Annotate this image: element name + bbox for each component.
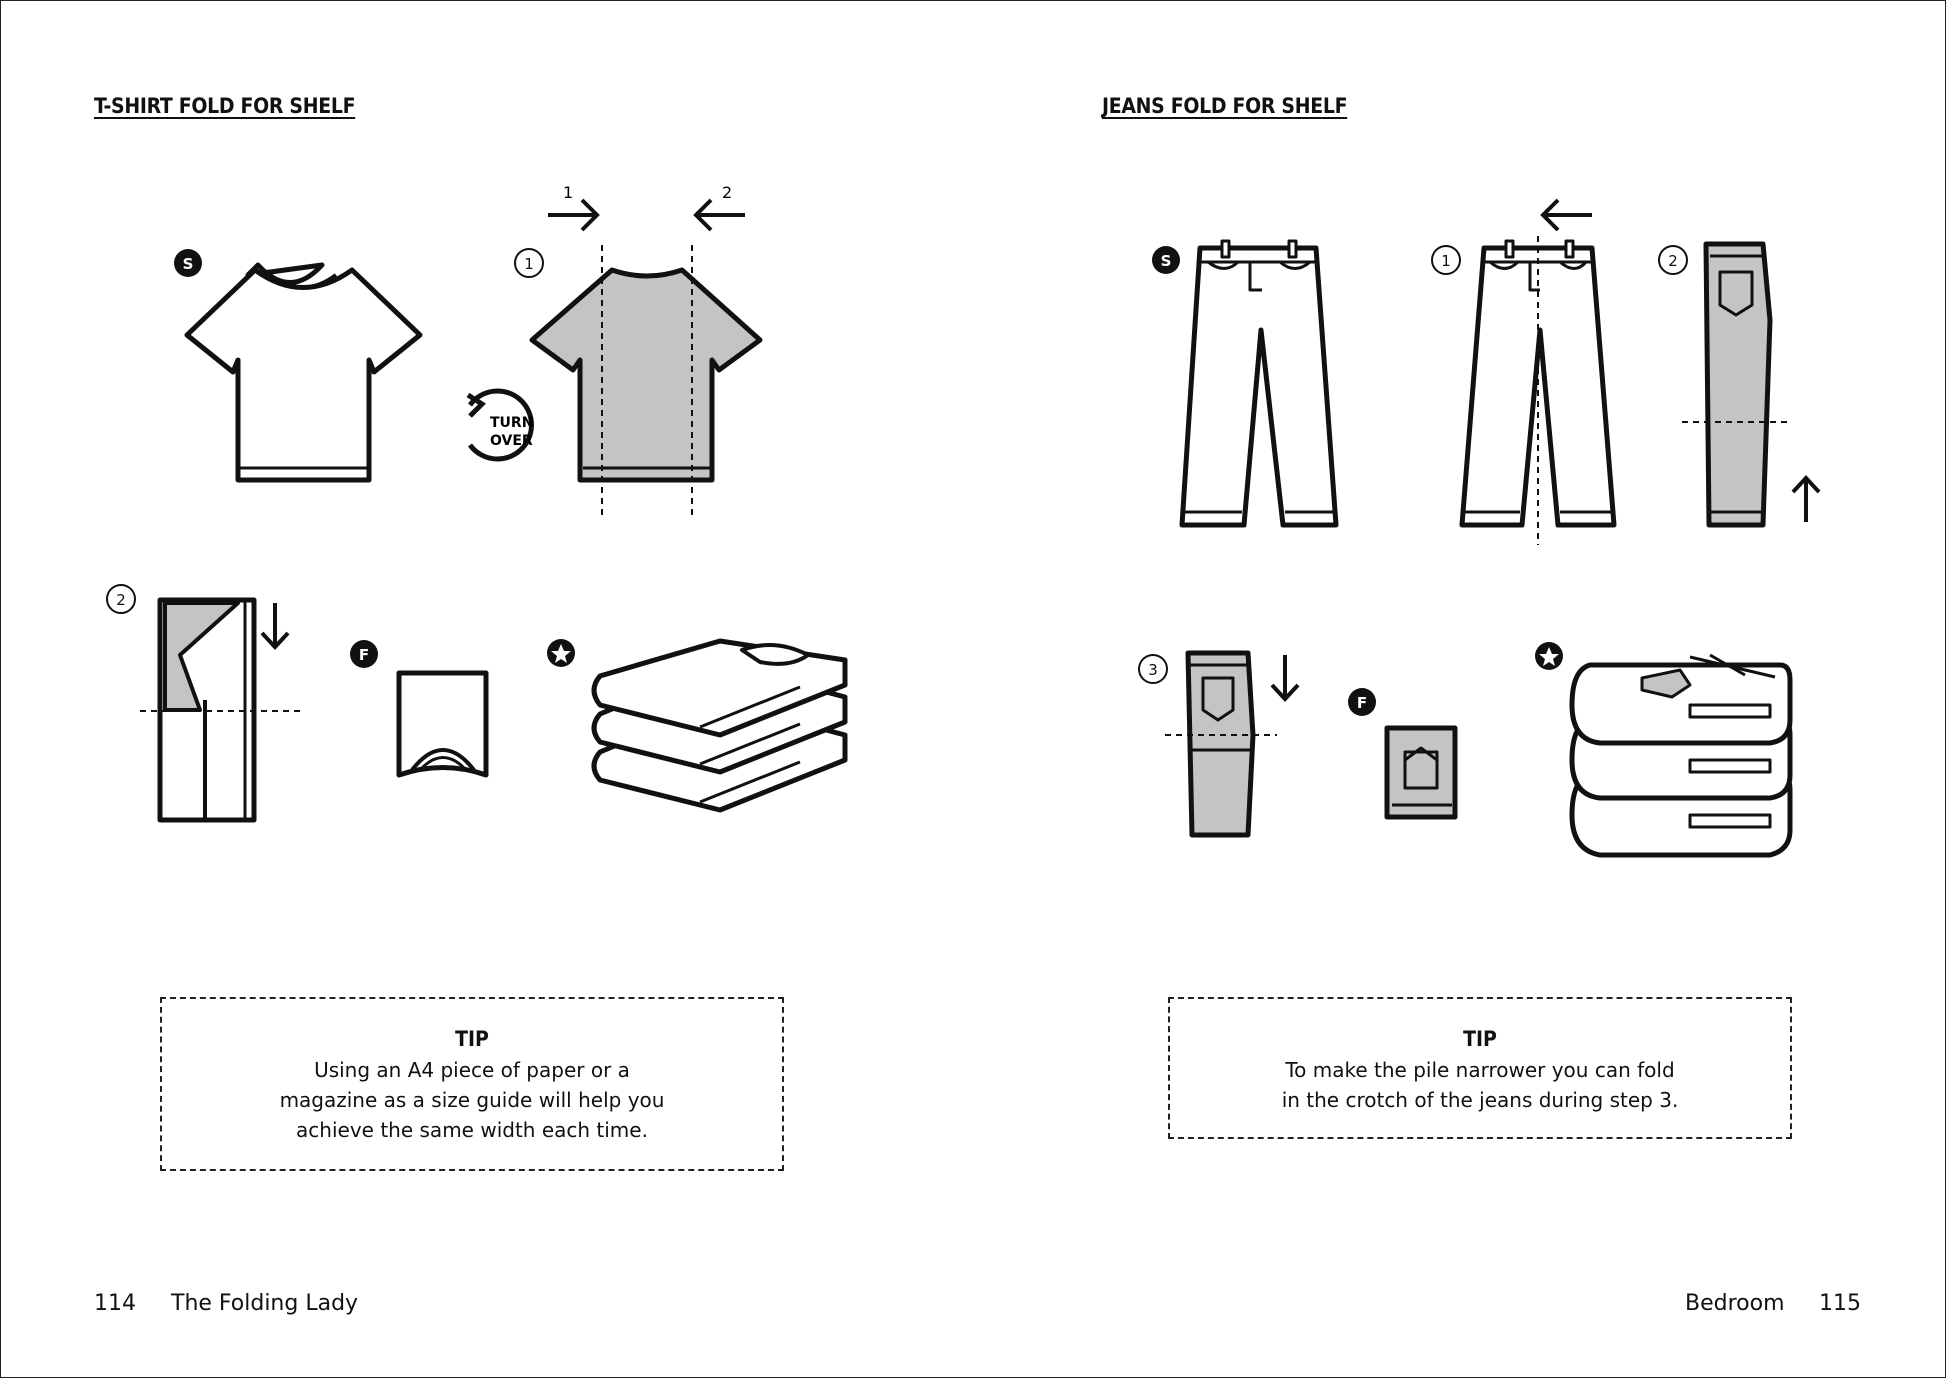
step-f-marker-jeans <box>1348 688 1376 716</box>
jeans-folded-half-icon <box>1188 653 1253 835</box>
tip-body: Using an A4 piece of paper or a magazine as a size guide will help you achieve the same width each time. <box>279 1058 665 1142</box>
arrow-2-number: 2 <box>722 183 733 202</box>
tip-title: TIP <box>1463 1027 1497 1051</box>
svg-text:3: 3 <box>1148 661 1158 679</box>
arrow-2-left-icon <box>696 200 745 230</box>
svg-text:TURN: TURN <box>490 415 534 431</box>
tip-box-jeans <box>1168 997 1792 1139</box>
done-star-marker-jeans <box>1535 642 1563 670</box>
arrow-1-right-icon <box>548 200 597 230</box>
svg-text:1: 1 <box>1441 252 1451 270</box>
page-number-right: 115 <box>1819 1291 1861 1316</box>
section-title: Bedroom <box>1685 1291 1785 1316</box>
step-s-marker-jeans <box>1152 246 1180 274</box>
arrow-left-icon <box>1543 200 1592 230</box>
svg-text:F: F <box>1356 694 1368 712</box>
arrow-down-icon <box>262 603 288 647</box>
svg-text:2: 2 <box>1668 252 1678 270</box>
turn-over-icon <box>468 391 533 459</box>
tshirt-final-icon <box>399 673 486 775</box>
jeans-stack-icon <box>1572 655 1790 855</box>
tshirt-back-icon <box>532 270 760 480</box>
page-number-left: 114 <box>94 1291 136 1316</box>
svg-text:S: S <box>182 255 194 273</box>
step-3-marker-jeans <box>1139 655 1167 683</box>
svg-text:S: S <box>1160 252 1172 270</box>
svg-text:1: 1 <box>524 255 534 273</box>
jeans-half-icon <box>1706 244 1770 525</box>
tshirt-heading: T-SHIRT FOLD FOR SHELF <box>94 94 356 118</box>
svg-text:OVER: OVER <box>490 433 533 449</box>
book-title: The Folding Lady <box>171 1291 359 1316</box>
step-1-marker-jeans <box>1432 246 1460 274</box>
arrow-up-icon <box>1793 478 1819 522</box>
done-star-marker-tshirt <box>547 639 575 667</box>
arrow-down-icon <box>1272 655 1298 699</box>
arrow-1-number: 1 <box>563 183 574 202</box>
tip-title: TIP <box>455 1027 489 1051</box>
tshirt-stack-icon <box>594 641 845 810</box>
tip-body: To make the pile narrower you can fold in the crotch of the jeans during step 3. <box>1281 1058 1679 1112</box>
step-f-marker-tshirt <box>350 640 378 668</box>
jeans-final-icon <box>1387 728 1455 817</box>
svg-text:F: F <box>358 646 370 664</box>
tip-box-tshirt <box>160 997 784 1171</box>
jeans-heading: JEANS FOLD FOR SHELF <box>1102 94 1348 118</box>
step-2-marker-jeans <box>1659 246 1687 274</box>
jeans-flat-icon <box>1182 241 1336 525</box>
step-1-marker-tshirt <box>515 249 543 277</box>
svg-text:2: 2 <box>116 591 126 609</box>
step-2-marker-tshirt <box>107 585 135 613</box>
tshirt-flat-icon <box>187 265 420 480</box>
step-s-marker-tshirt <box>174 249 202 277</box>
